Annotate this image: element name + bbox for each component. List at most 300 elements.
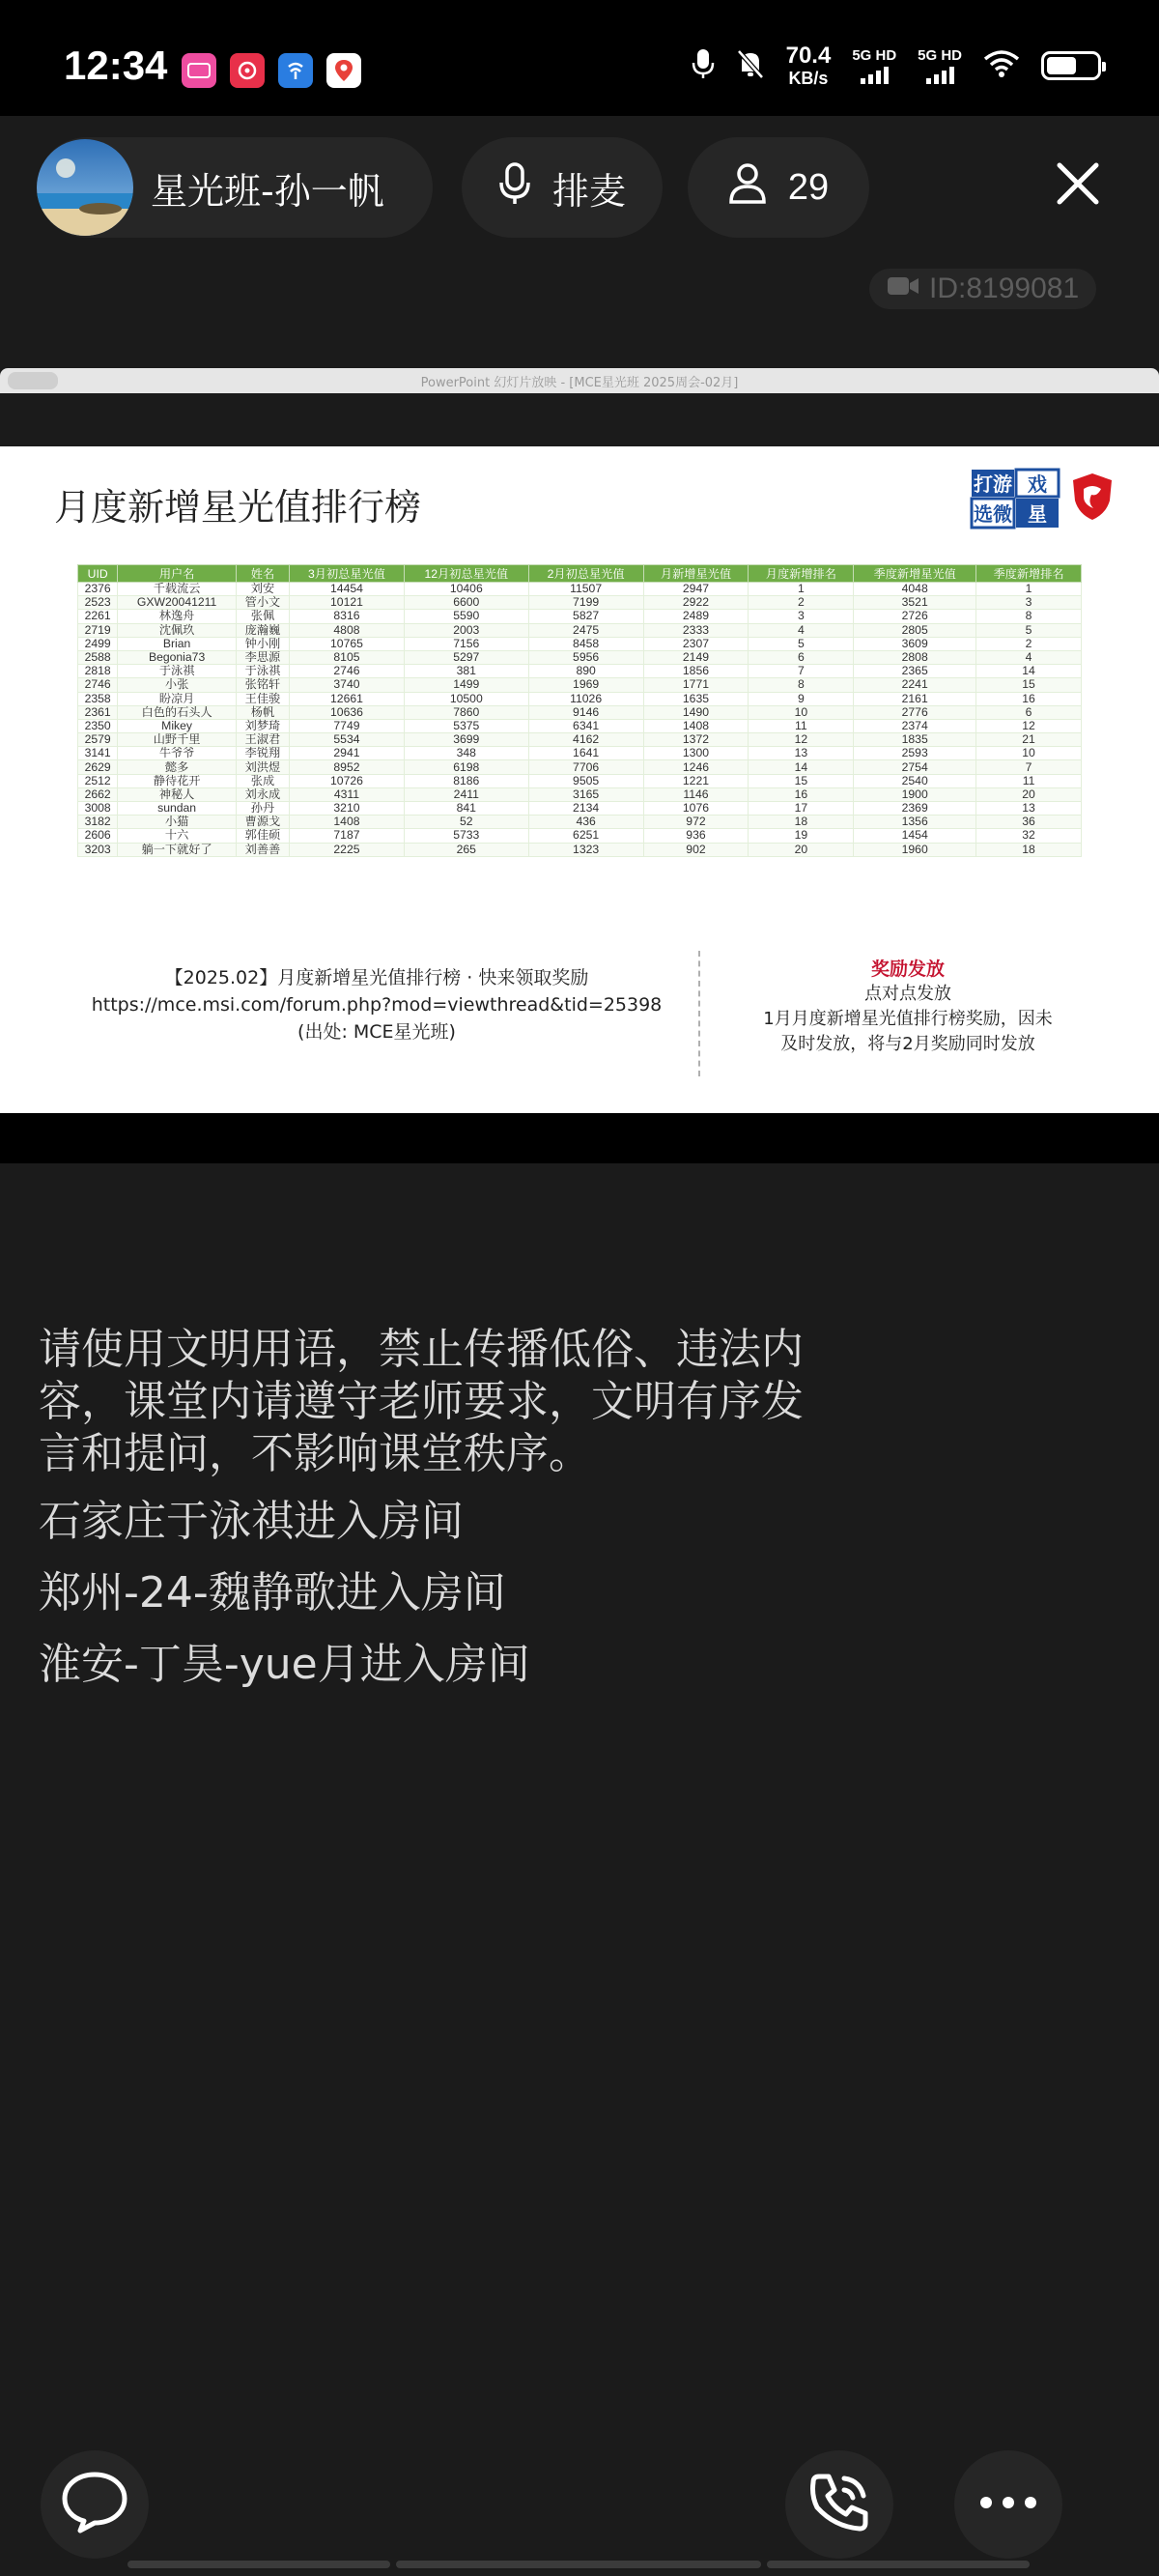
- table-cell: 于泳祺: [118, 665, 237, 678]
- queue-mic-button[interactable]: [462, 137, 663, 238]
- table-cell: 6: [749, 650, 854, 664]
- table-cell: 9146: [528, 705, 643, 719]
- table-cell: 36: [976, 816, 1082, 829]
- microphone-icon: [498, 161, 531, 215]
- table-cell: 7860: [404, 705, 528, 719]
- chat-button[interactable]: [41, 2450, 149, 2559]
- table-cell: 3210: [290, 802, 405, 816]
- table-cell: 1499: [404, 678, 528, 692]
- table-cell: 2358: [78, 692, 118, 705]
- table-cell: 2333: [643, 623, 749, 637]
- reward-line-3: 及时发放，将与2月奖励同时发放: [780, 1034, 1035, 1054]
- table-cell: 7: [749, 665, 854, 678]
- table-cell: 王佳骏: [236, 692, 289, 705]
- table-cell: 1221: [643, 774, 749, 787]
- table-cell: 1408: [290, 816, 405, 829]
- table-cell: 1635: [643, 692, 749, 705]
- table-cell: 2411: [404, 787, 528, 801]
- table-cell: 10121: [290, 596, 405, 610]
- table-cell: 265: [404, 843, 528, 856]
- table-cell: 2719: [78, 623, 118, 637]
- table-row: [78, 733, 1082, 747]
- table-row: [78, 816, 1082, 829]
- table-cell: 孙丹: [236, 802, 289, 816]
- close-button[interactable]: [1043, 145, 1113, 226]
- table-cell: 张成: [236, 774, 289, 787]
- table-cell: 6600: [404, 596, 528, 610]
- table-cell: 12: [976, 719, 1082, 732]
- table-cell: 4808: [290, 623, 405, 637]
- table-cell: 20: [976, 787, 1082, 801]
- video-camera-icon: [887, 272, 919, 305]
- table-cell: 5375: [404, 719, 528, 732]
- table-cell: 2629: [78, 760, 118, 774]
- table-cell: 10406: [404, 583, 528, 596]
- table-cell: Brian: [118, 637, 237, 650]
- table-cell: 1835: [854, 733, 976, 747]
- column-header: 季度新增排名: [976, 565, 1082, 583]
- table-cell: Mikey: [118, 719, 237, 732]
- table-cell: 2662: [78, 787, 118, 801]
- table-cell: 936: [643, 829, 749, 843]
- table-cell: 2003: [404, 623, 528, 637]
- table-cell: 10500: [404, 692, 528, 705]
- table-cell: 管小文: [236, 596, 289, 610]
- table-cell: 4048: [854, 583, 976, 596]
- table-cell: 6251: [528, 829, 643, 843]
- join-message: 淮安-丁昊-yue月进入房间: [39, 1640, 530, 1689]
- table-cell: 1490: [643, 705, 749, 719]
- table-cell: 5: [976, 623, 1082, 637]
- table-cell: 刘永成: [236, 787, 289, 801]
- table-cell: 1856: [643, 665, 749, 678]
- signal-bars-icon: [861, 67, 889, 84]
- footer-divider: [698, 951, 700, 1076]
- table-cell: 2475: [528, 623, 643, 637]
- table-cell: 1372: [643, 733, 749, 747]
- table-row: [78, 665, 1082, 678]
- table-cell: 2523: [78, 596, 118, 610]
- telecom-app-icon: [278, 53, 313, 88]
- table-cell: 3: [976, 596, 1082, 610]
- table-cell: Begonia73: [118, 650, 237, 664]
- table-cell: 1969: [528, 678, 643, 692]
- table-cell: 7199: [528, 596, 643, 610]
- table-cell: 11: [976, 774, 1082, 787]
- table-cell: 躺一下就好了: [118, 843, 237, 856]
- table-cell: 8458: [528, 637, 643, 650]
- table-cell: 11507: [528, 583, 643, 596]
- table-cell: 2947: [643, 583, 749, 596]
- play-games-logo-icon: [970, 468, 1062, 531]
- table-row: [78, 829, 1082, 843]
- table-cell: 3: [749, 610, 854, 623]
- table-cell: 2: [976, 637, 1082, 650]
- column-header: 2月初总星光值: [528, 565, 643, 583]
- table-cell: 8186: [404, 774, 528, 787]
- table-cell: 小猫: [118, 816, 237, 829]
- column-header: 12月初总星光值: [404, 565, 528, 583]
- chat-bubble-icon: [61, 2471, 128, 2538]
- table-row: [78, 774, 1082, 787]
- table-cell: 5297: [404, 650, 528, 664]
- table-cell: 9: [749, 692, 854, 705]
- table-cell: 890: [528, 665, 643, 678]
- msi-dragon-shield-icon: [1070, 472, 1115, 522]
- table-cell: 4: [749, 623, 854, 637]
- room-title: 星光班-孙一帆: [151, 169, 384, 213]
- table-cell: 1300: [643, 747, 749, 760]
- user-icon: [728, 161, 767, 214]
- room-id-badge: [869, 269, 1096, 309]
- table-cell: 5590: [404, 610, 528, 623]
- table-cell: 1641: [528, 747, 643, 760]
- home-indicator: [396, 2561, 761, 2568]
- table-cell: 20: [749, 843, 854, 856]
- table-cell: 3699: [404, 733, 528, 747]
- reward-line-1: 点对点发放: [864, 984, 951, 1004]
- table-cell: 2241: [854, 678, 976, 692]
- table-cell: 1900: [854, 787, 976, 801]
- table-cell: 2922: [643, 596, 749, 610]
- table-cell: 2746: [290, 665, 405, 678]
- table-cell: 1076: [643, 802, 749, 816]
- maps-app-icon: [326, 53, 361, 88]
- table-cell: 2746: [78, 678, 118, 692]
- queue-label: 排麦: [551, 169, 626, 213]
- column-header: 月度新增排名: [749, 565, 854, 583]
- table-cell: 张铭轩: [236, 678, 289, 692]
- forum-link-block: [77, 964, 676, 1045]
- sim2-signal: [918, 48, 962, 84]
- table-cell: 牛爷爷: [118, 747, 237, 760]
- ranking-table-header: [78, 565, 1082, 583]
- ranking-table: [77, 564, 1082, 857]
- table-row: [78, 692, 1082, 705]
- table-cell: 2499: [78, 637, 118, 650]
- table-row: [78, 678, 1082, 692]
- table-cell: 3182: [78, 816, 118, 829]
- table-cell: 2593: [854, 747, 976, 760]
- table-cell: 2726: [854, 610, 976, 623]
- table-cell: 1146: [643, 787, 749, 801]
- table-row: [78, 650, 1082, 664]
- table-cell: 刘洪煜: [236, 760, 289, 774]
- table-cell: 3203: [78, 843, 118, 856]
- table-cell: 7706: [528, 760, 643, 774]
- table-cell: 17: [749, 802, 854, 816]
- music-app-icon: [230, 53, 265, 88]
- table-row: [78, 596, 1082, 610]
- table-cell: 2540: [854, 774, 976, 787]
- table-row: [78, 760, 1082, 774]
- table-cell: 2805: [854, 623, 976, 637]
- svg-text:星: 星: [1028, 502, 1047, 526]
- table-cell: 5733: [404, 829, 528, 843]
- signal-bars-icon: [926, 67, 954, 84]
- table-cell: 钟小刚: [236, 637, 289, 650]
- table-cell: 32: [976, 829, 1082, 843]
- table-cell: 刘善善: [236, 843, 289, 856]
- table-cell: 2818: [78, 665, 118, 678]
- table-cell: 11026: [528, 692, 643, 705]
- table-row: [78, 719, 1082, 732]
- participant-count: 29: [787, 166, 830, 208]
- svg-text:选微: 选微: [974, 502, 1012, 526]
- table-cell: 1: [976, 583, 1082, 596]
- battery-icon: [1041, 51, 1101, 80]
- table-cell: 李思源: [236, 650, 289, 664]
- column-header: UID: [78, 565, 118, 583]
- room-info[interactable]: [37, 137, 433, 238]
- table-cell: 8: [976, 610, 1082, 623]
- wifi-icon: [983, 49, 1020, 82]
- table-cell: 2512: [78, 774, 118, 787]
- table-cell: 2941: [290, 747, 405, 760]
- table-cell: 18: [749, 816, 854, 829]
- microphone-icon: [692, 47, 715, 84]
- table-cell: 4311: [290, 787, 405, 801]
- forum-source: (出处: MCE星光班): [297, 1021, 456, 1043]
- status-bar: [0, 0, 1159, 116]
- column-header: 3月初总星光值: [290, 565, 405, 583]
- table-cell: 10: [749, 705, 854, 719]
- table-cell: 12: [749, 733, 854, 747]
- table-cell: 52: [404, 816, 528, 829]
- table-row: [78, 705, 1082, 719]
- table-cell: 小张: [118, 678, 237, 692]
- phone-icon: [806, 2469, 873, 2540]
- powerpoint-titlebar: [0, 368, 1159, 393]
- table-cell: 5534: [290, 733, 405, 747]
- room-id: ID:8199081: [929, 272, 1080, 304]
- svg-text:戏: 戏: [1028, 472, 1047, 496]
- table-cell: 3609: [854, 637, 976, 650]
- table-cell: 1771: [643, 678, 749, 692]
- forum-post-title: 【2025.02】月度新增星光值排行榜 · 快来领取奖励: [164, 967, 589, 988]
- table-cell: 10726: [290, 774, 405, 787]
- table-row: [78, 843, 1082, 856]
- table-row: [78, 637, 1082, 650]
- table-cell: 1323: [528, 843, 643, 856]
- room-avatar[interactable]: [37, 139, 133, 236]
- table-cell: 2374: [854, 719, 976, 732]
- table-row: [78, 610, 1082, 623]
- table-cell: 2376: [78, 583, 118, 596]
- reward-line-2: 1月月度新增星光值排行榜奖励，因未: [763, 1009, 1053, 1029]
- table-cell: 林逸舟: [118, 610, 237, 623]
- column-header: 姓名: [236, 565, 289, 583]
- table-cell: 于泳祺: [236, 665, 289, 678]
- column-header: 月新增星光值: [643, 565, 749, 583]
- table-cell: 9505: [528, 774, 643, 787]
- table-cell: 2606: [78, 829, 118, 843]
- table-cell: 杨帆: [236, 705, 289, 719]
- table-cell: 2365: [854, 665, 976, 678]
- table-cell: sundan: [118, 802, 237, 816]
- table-cell: 13: [976, 802, 1082, 816]
- more-options-button[interactable]: [954, 2450, 1062, 2559]
- table-cell: GXW20041211: [118, 596, 237, 610]
- table-cell: 盼凉月: [118, 692, 237, 705]
- table-cell: 2161: [854, 692, 976, 705]
- table-cell: 2579: [78, 733, 118, 747]
- table-row: [78, 623, 1082, 637]
- table-cell: 16: [976, 692, 1082, 705]
- table-cell: 懿多: [118, 760, 237, 774]
- table-cell: 2588: [78, 650, 118, 664]
- notification-icons: [182, 53, 361, 88]
- table-cell: 3740: [290, 678, 405, 692]
- table-cell: 436: [528, 816, 643, 829]
- table-cell: 2754: [854, 760, 976, 774]
- table-cell: 7156: [404, 637, 528, 650]
- chat-notice: 请使用文明用语，禁止传播低俗、违法内容，课堂内请遵守老师要求，文明有序发言和提问，不影响课堂秩序。: [39, 1325, 804, 1478]
- table-cell: 7749: [290, 719, 405, 732]
- table-cell: 10: [976, 747, 1082, 760]
- table-cell: 2489: [643, 610, 749, 623]
- table-cell: 348: [404, 747, 528, 760]
- table-cell: 2261: [78, 610, 118, 623]
- participants-button[interactable]: [688, 137, 869, 238]
- table-cell: 1960: [854, 843, 976, 856]
- chat-messages: [39, 1324, 831, 1710]
- table-cell: 刘安: [236, 583, 289, 596]
- table-cell: 6341: [528, 719, 643, 732]
- table-cell: 5956: [528, 650, 643, 664]
- table-cell: 14454: [290, 583, 405, 596]
- table-cell: 7187: [290, 829, 405, 843]
- sim1-signal: [852, 48, 896, 84]
- column-header: 季度新增星光值: [854, 565, 976, 583]
- system-icons: [692, 44, 1101, 87]
- clock: 12:34: [64, 43, 168, 88]
- table-cell: 4: [976, 650, 1082, 664]
- network-speed-value: 70.4: [785, 43, 832, 69]
- close-icon: [1056, 161, 1100, 210]
- reward-title: 奖励发放: [870, 959, 945, 980]
- table-cell: 十六: [118, 829, 237, 843]
- table-cell: 3165: [528, 787, 643, 801]
- reward-notice: [734, 957, 1082, 1057]
- table-cell: 972: [643, 816, 749, 829]
- table-cell: 5827: [528, 610, 643, 623]
- table-cell: 2350: [78, 719, 118, 732]
- network-speed-unit: KB/s: [788, 69, 829, 88]
- table-cell: 4162: [528, 733, 643, 747]
- table-cell: 21: [976, 733, 1082, 747]
- shared-slide: [0, 446, 1159, 1113]
- table-cell: 16: [749, 787, 854, 801]
- join-message: 郑州-24-魏静歌进入房间: [39, 1568, 506, 1617]
- column-header: 用户名: [118, 565, 237, 583]
- table-cell: 白色的石头人: [118, 705, 237, 719]
- table-cell: 2307: [643, 637, 749, 650]
- table-cell: 6: [976, 705, 1082, 719]
- table-cell: 902: [643, 843, 749, 856]
- table-cell: 381: [404, 665, 528, 678]
- table-cell: 841: [404, 802, 528, 816]
- sim2-label: 5G HD: [918, 46, 962, 64]
- home-indicator: [127, 2561, 390, 2568]
- table-cell: 15: [976, 678, 1082, 692]
- table-cell: 11: [749, 719, 854, 732]
- table-cell: 13: [749, 747, 854, 760]
- table-cell: 庞瀚巍: [236, 623, 289, 637]
- table-cell: 2369: [854, 802, 976, 816]
- slide-bottom-band: [0, 1113, 1159, 1163]
- network-speed: [786, 44, 832, 87]
- battery-fill: [1047, 57, 1076, 74]
- table-cell: 18: [976, 843, 1082, 856]
- table-cell: 10765: [290, 637, 405, 650]
- table-row: [78, 747, 1082, 760]
- table-cell: 7: [976, 760, 1082, 774]
- table-cell: 15: [749, 774, 854, 787]
- table-cell: 1: [749, 583, 854, 596]
- muted-bell-icon: [736, 48, 765, 83]
- table-cell: 3521: [854, 596, 976, 610]
- ranking-table-body: [78, 583, 1082, 857]
- forum-url[interactable]: https://mce.msi.com/forum.php?mod=viewthread&tid=25398: [91, 994, 663, 1016]
- table-cell: 2134: [528, 802, 643, 816]
- slide-title: 月度新增星光值排行榜: [54, 486, 422, 529]
- table-cell: 张佩: [236, 610, 289, 623]
- join-message: 石家庄于泳祺进入房间: [39, 1497, 464, 1546]
- home-indicator: [767, 2561, 1030, 2568]
- table-row: [78, 583, 1082, 596]
- sim1-label: 5G HD: [852, 46, 897, 64]
- table-cell: 3008: [78, 802, 118, 816]
- more-dots-icon: [978, 2495, 1038, 2514]
- table-cell: 1408: [643, 719, 749, 732]
- table-cell: 曹源戈: [236, 816, 289, 829]
- table-cell: 王淑君: [236, 733, 289, 747]
- table-cell: 2: [749, 596, 854, 610]
- table-cell: 2808: [854, 650, 976, 664]
- table-cell: 10636: [290, 705, 405, 719]
- table-row: [78, 802, 1082, 816]
- table-cell: 1356: [854, 816, 976, 829]
- table-cell: 千载流云: [118, 583, 237, 596]
- table-row: [78, 787, 1082, 801]
- table-cell: 2149: [643, 650, 749, 664]
- table-cell: 8105: [290, 650, 405, 664]
- table-cell: 6198: [404, 760, 528, 774]
- table-cell: 19: [749, 829, 854, 843]
- svg-text:打游: 打游: [974, 472, 1012, 496]
- table-cell: 14: [976, 665, 1082, 678]
- table-cell: 5: [749, 637, 854, 650]
- table-cell: 1246: [643, 760, 749, 774]
- table-cell: 12661: [290, 692, 405, 705]
- table-cell: 2776: [854, 705, 976, 719]
- powerpoint-window-title: PowerPoint 幻灯片放映 - [MCE星光班 2025周会-02月]: [420, 376, 739, 390]
- table-cell: 2361: [78, 705, 118, 719]
- table-cell: 李锐翔: [236, 747, 289, 760]
- table-cell: 郭佳硕: [236, 829, 289, 843]
- table-cell: 神秘人: [118, 787, 237, 801]
- table-cell: 山野千里: [118, 733, 237, 747]
- table-cell: 14: [749, 760, 854, 774]
- call-button[interactable]: [785, 2450, 893, 2559]
- table-cell: 刘梦琦: [236, 719, 289, 732]
- table-cell: 8: [749, 678, 854, 692]
- table-cell: 1454: [854, 829, 976, 843]
- table-cell: 8952: [290, 760, 405, 774]
- table-cell: 2225: [290, 843, 405, 856]
- table-cell: 沈佩玖: [118, 623, 237, 637]
